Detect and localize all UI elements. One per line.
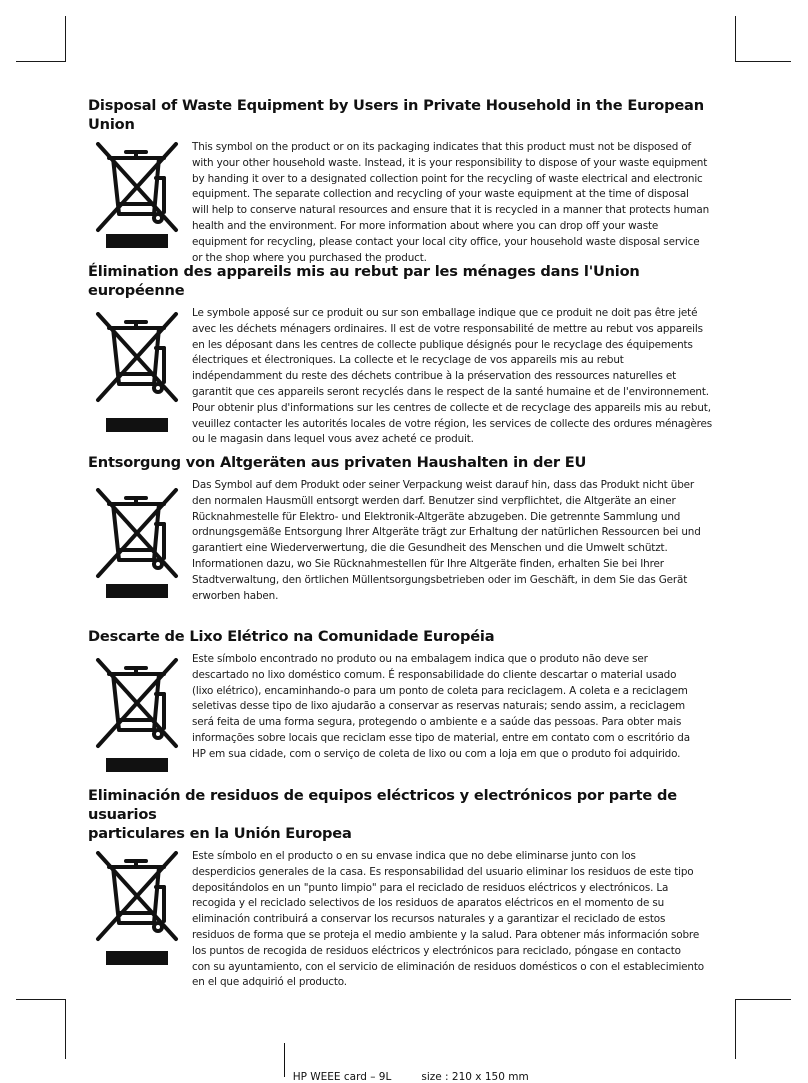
footer-card-label: HP WEEE card – 9L: [292, 1071, 392, 1083]
black-bar: [106, 951, 168, 965]
section-title: Descarte de Lixo Elétrico na Comunidade Européia: [88, 628, 495, 645]
crossed-out-wheeled-bin-icon: [94, 851, 180, 965]
section-title: Entsorgung von Altgeräten aus privaten Haushalten in der EU: [88, 454, 587, 471]
footer: [286, 1047, 529, 1083]
crossed-out-wheeled-bin-icon: [94, 488, 180, 598]
section-portuguese: [88, 627, 728, 763]
crop-mark-top-right-h: [735, 61, 791, 62]
black-bar: [106, 418, 168, 432]
footer-size-label: size : 210 x 150 mm: [421, 1071, 529, 1083]
section-title: Eliminación de residuos de equipos eléctricos y electrónicos por parte de usuarios particulares en la Unión Europea: [88, 787, 677, 842]
section-german: [88, 453, 728, 604]
section-title: Disposal of Waste Equipment by Users in Private Household in the European Union: [88, 97, 704, 133]
section-body: This symbol on the product or on its packaging indicates that this product must not be disposed of with your other household waste. Instead, it is your responsibility to dispose of your waste equipment by handing it over to a designated collection point for the recycling of waste electrical and electronic equipment. The separate collection and recycling of your waste equipment at the time of disposal will help to conserve natural resources and ensure that it is recycled in a manner that protects human health and the environment. For more information about where you can drop off your waste equipment for recycling, please contact your local city office, your household waste disposal service or the shop where you purchased the product.: [192, 141, 710, 264]
section-title: Élimination des appareils mis au rebut par les ménages dans l'Union européenne: [88, 263, 640, 299]
crop-mark-top-left-v: [65, 16, 66, 62]
crossed-out-wheeled-bin-icon: [94, 142, 180, 234]
crossed-out-wheeled-bin-icon: [94, 312, 180, 432]
crossed-out-wheeled-bin-icon: [94, 658, 180, 772]
black-bar: [106, 584, 168, 598]
section-body: Das Symbol auf dem Produkt oder seiner Verpackung weist darauf hin, dass das Produkt nicht über den normalen Hausmüll entsorgt werden darf. Benutzer sind verpflichtet, die Altgeräte an einer Rücknahmestelle für Elektro- und Elektronik-Altgeräte abzugeben. Die getrennte Sammlung und ordnungsgemäße Entsorgung Ihrer Altgeräte trägt zur Erhaltung der natürlichen Ressourcen bei und garantiert eine Wiederverwertung, die die Gesundheit des Menschen und die Umwelt schützt. Informationen dazu, wo Sie Rücknahmestellen für Ihre Altgeräte finden, erhalten Sie bei Ihrer Stadtverwaltung, den örtlichen Müllentsorgungsbetrieben oder im Geschäft, in dem Sie das Gerät erworben haben.: [192, 479, 701, 602]
crop-mark-bottom-right-v: [735, 999, 736, 1059]
crossed-out-wheeled-bin-icon: [94, 851, 180, 943]
section-english: [88, 96, 728, 266]
crop-mark-bottom-left-h: [16, 999, 66, 1000]
crossed-out-wheeled-bin-icon: [94, 142, 180, 248]
section-body: Este símbolo en el producto o en su envase indica que no debe eliminarse junto con los desperdicios generales de la casa. Es responsabilidad del usuario eliminar los residuos de este tipo depositándolos en un "punto limpio" para el reciclado de residuos eléctricos y electrónicos. La recogida y el reciclado selectivos de los residuos de aparatos eléctricos en el momento de su eliminación contribuirá a conservar los recursos naturales y a garantizar el reciclado de estos residuos de forma que se proteja el medio ambiente y la salud. Para obtener más información sobre los puntos de recogida de residuos eléctricos y electrónicos para reciclado, póngase en contacto con su ayuntamiento, con el servicio de eliminación de residuos domésticos o con el establecimiento en el que adquirió el producto.: [192, 850, 704, 989]
crop-mark-bottom-right-h: [735, 999, 791, 1000]
crop-mark-bottom-left-v: [65, 999, 66, 1059]
black-bar: [106, 758, 168, 772]
crossed-out-wheeled-bin-icon: [94, 658, 180, 750]
section-spanish: [88, 786, 728, 991]
crossed-out-wheeled-bin-icon: [94, 312, 180, 404]
section-body: Este símbolo encontrado no produto ou na embalagem indica que o produto não deve ser descartado no lixo doméstico comum. É responsabilidade do cliente descartar o material usado (lixo elétrico), encaminhando-o para um ponto de coleta para reciclagem. A coleta e a reciclagem seletivas desse tipo de lixo ajudarão a conservar as reservas naturais; sendo assim, a reciclagem será feita de uma forma segura, protegendo o ambiente e a saúde das pessoas. Para obter mais informações sobre locais que reciclam esse tipo de material, entre em contato com o escritório da HP em sua cidade, com o serviço de coleta de lixo ou com a loja em que o produto foi adquirido.: [192, 653, 690, 760]
section-french: [88, 262, 728, 448]
footer-divider: [284, 1043, 285, 1077]
crossed-out-wheeled-bin-icon: [94, 488, 180, 580]
crop-mark-top-left-h: [16, 61, 66, 62]
section-body: Le symbole apposé sur ce produit ou sur son emballage indique que ce produit ne doit pas être jeté avec les déchets ménagers ordinaires. Il est de votre responsabilité de mettre au rebut vos appareils en les déposant dans les centres de collecte publique désignés pour le recyclage des équipements électriques et électroniques. La collecte et le recyclage de vos appareils mis au rebut indépendamment du reste des déchets contribue à la préservation des ressources naturelles et garantit que ces appareils seront recyclés dans le respect de la santé humaine et de l'environnement. Pour obtenir plus d'informations sur les centres de collecte et de recyclage des appareils mis au rebut, veuillez contacter les autorités locales de votre région, les services de collecte des ordures ménagères ou le magasin dans lequel vous avez acheté ce produit.: [192, 307, 713, 446]
crop-mark-top-right-v: [735, 16, 736, 62]
black-bar: [106, 234, 168, 248]
